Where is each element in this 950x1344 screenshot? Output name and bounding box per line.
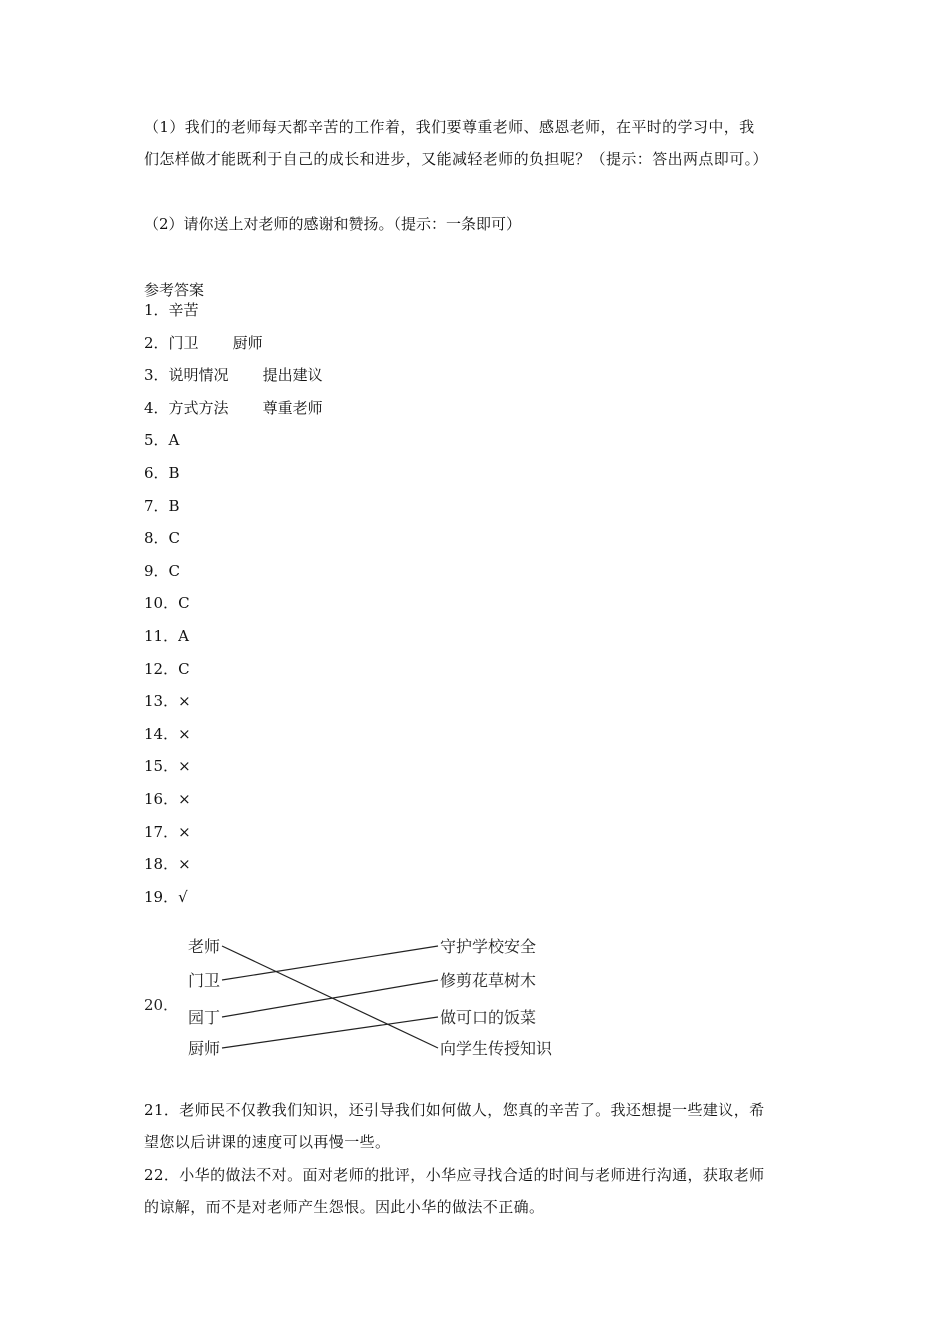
matching-right-item: 守护学校安全 [440,937,537,956]
answer-item [144,822,323,855]
answer-item [144,756,323,789]
answer-number: 4． [144,398,169,417]
answer-item [144,300,323,333]
matching-diagram [144,928,584,1068]
answer-item [144,463,323,496]
answer-text: 门卫 [168,333,199,352]
answer-number: 8． [144,529,169,548]
answer-item [144,398,323,431]
answer-number: 16． [144,789,179,808]
answer-text: B [168,463,180,482]
answer-text: B [168,496,180,515]
answer-item [144,659,323,692]
matching-left-item: 老师 [188,937,221,956]
answer-text: × [178,789,191,808]
answer-21-line-2: 望您以后讲课的速度可以再慢一些。 [144,1133,391,1151]
answer-number: 6． [144,463,169,482]
answer-item [144,561,323,594]
answer-number: 17． [144,822,179,841]
matching-question-number: 20． [144,996,179,1014]
answer-text: 方式方法 [168,398,229,417]
answer-text: C [178,659,190,678]
answer-text: A [168,431,180,450]
answer-text: C [168,561,181,580]
answer-21-line-1: 21．老师民不仅教我们知识，还引导我们如何做人，您真的辛苦了。我还想提一些建议，希 [144,1101,765,1119]
matching-right-item: 修剪花草树木 [440,971,537,990]
answer-list [144,300,323,919]
answer-number: 11． [144,626,179,645]
matching-right-item: 做可口的饭菜 [440,1008,537,1027]
answer-number: 10． [144,594,179,613]
answer-item [144,789,323,822]
answer-text: × [178,855,191,874]
answer-text: C [178,594,190,613]
answers-title: 参考答案 [144,281,205,299]
answer-number: 9． [144,561,169,580]
answer-text: 辛苦 [168,301,199,319]
answer-item [144,333,323,366]
matching-link-line [222,980,438,1017]
answer-item [144,887,323,920]
answer-text: × [178,822,191,841]
answer-number: 13． [144,692,179,711]
answer-22-line-1: 22．小华的做法不对。面对老师的批评，小华应寻找合适的时间与老师进行沟通，获取老师 [144,1166,765,1184]
answer-text: 厨师 [232,333,263,352]
matching-left-item: 园丁 [188,1008,221,1027]
answer-text: √ [178,887,188,906]
answer-text: A [178,626,189,645]
answer-number: 14． [144,724,179,743]
answer-text: C [168,529,181,548]
question-2: （2）请你送上对老师的感谢和赞扬。（提示：一条即可） [144,215,522,233]
answer-text: × [178,757,191,776]
answer-item [144,365,323,398]
answer-number: 12． [144,659,179,678]
answer-number: 18． [144,855,179,874]
answer-item [144,496,323,529]
answer-text: × [178,692,191,711]
matching-left-item: 门卫 [188,971,221,990]
answer-number: 15． [144,757,179,776]
answer-item [144,854,323,887]
answer-text: 说明情况 [168,366,229,385]
answer-number: 3． [144,366,169,385]
answer-number: 19． [144,887,179,906]
answer-item [144,430,323,463]
answer-text: 提出建议 [262,366,323,385]
answer-item [144,626,323,659]
matching-right-item: 向学生传授知识 [440,1039,553,1058]
answer-number: 2． [144,333,169,352]
answer-item [144,724,323,757]
answer-number: 5． [144,431,169,450]
answer-item [144,691,323,724]
answer-text: 尊重老师 [262,398,323,417]
question-1-line-1: （1）我们的老师每天都辛苦的工作着，我们要尊重老师、感恩老师，在平时的学习中，我 [144,118,755,136]
answer-number: 1． [144,301,169,319]
matching-link-line [222,946,438,980]
answer-text: × [178,724,191,743]
answer-item [144,528,323,561]
matching-left-item: 厨师 [188,1039,221,1058]
answer-22-line-2: 的谅解，而不是对老师产生怨恨。因此小华的做法不正确。 [144,1198,545,1216]
answer-number: 7． [144,496,169,515]
question-1-line-2: 们怎样做才能既利于自己的成长和进步，又能减轻老师的负担呢？（提示：答出两点即可。） [144,150,768,168]
answer-item [144,593,323,626]
